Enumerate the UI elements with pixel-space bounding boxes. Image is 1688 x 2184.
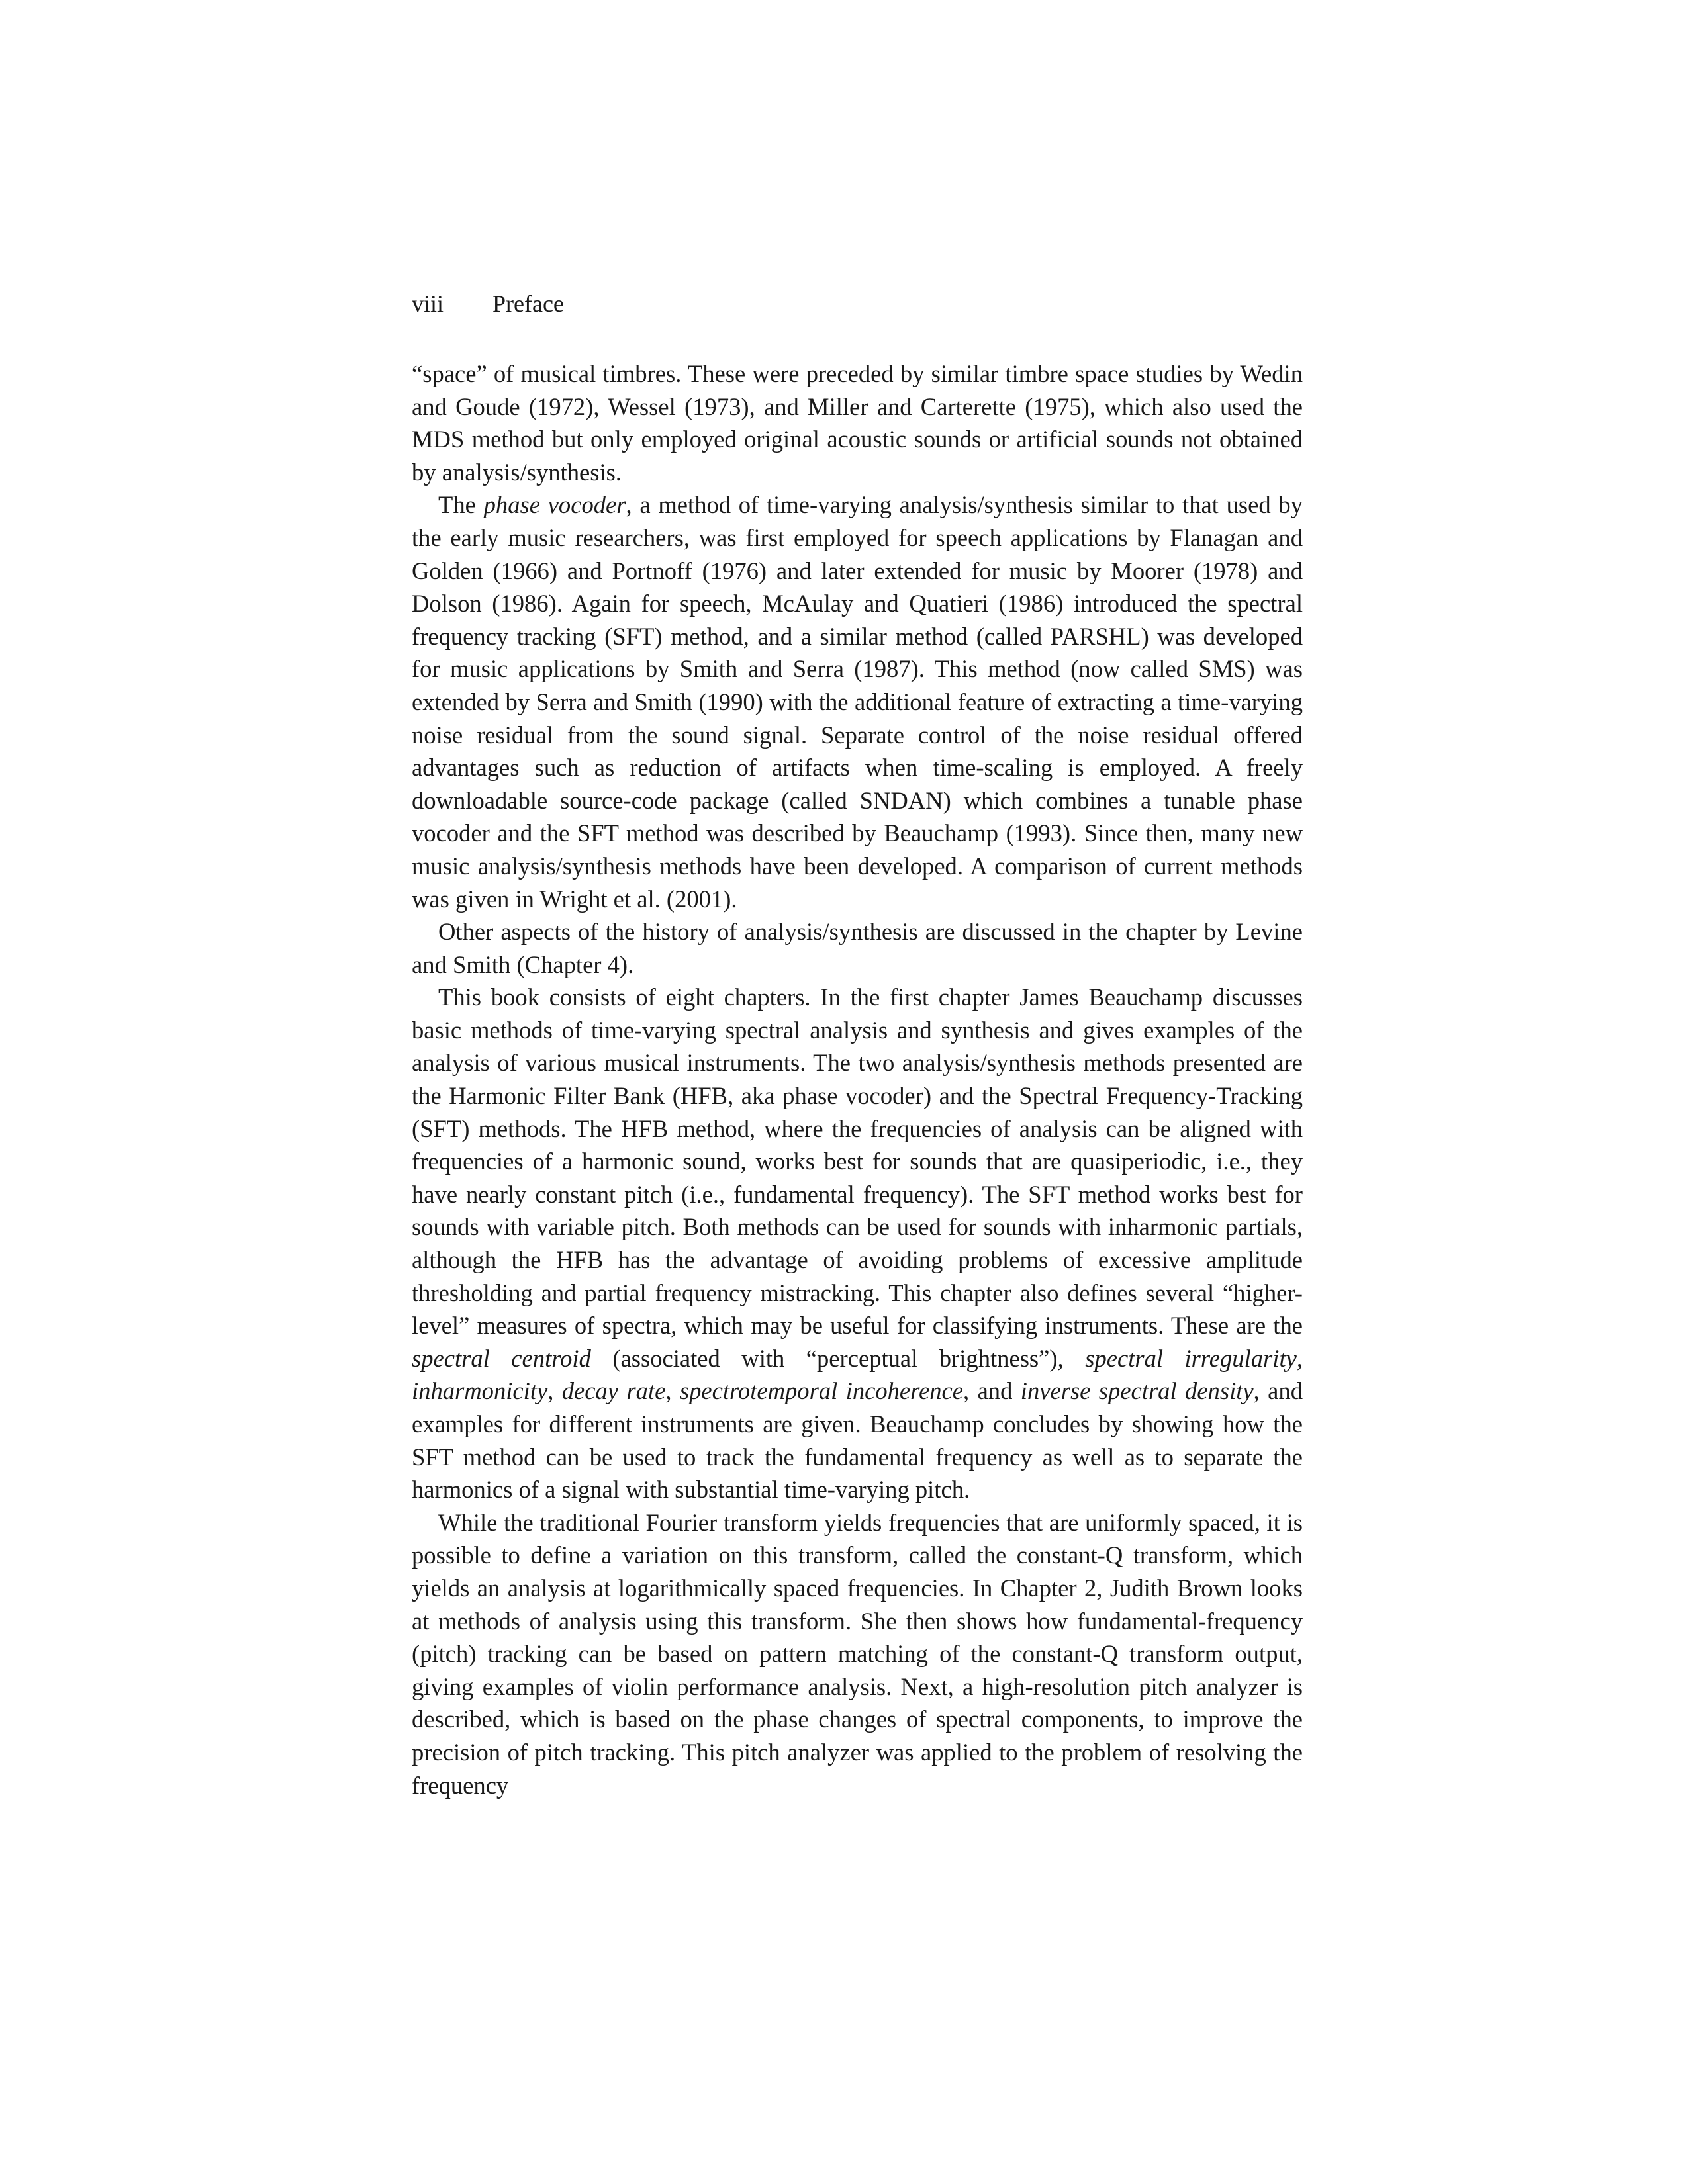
- text-run: This book consists of eight chapters. In the first chapter James Beauchamp discusses basic methods of time-varying spectral analysis and synthesis and gives examples of the analysis of various musical instruments. The two analysis/synthesis methods presented are the Harmonic Filter Bank (HFB, aka phase vocoder) and the Spectral Frequency-Tracking (SFT) methods. The HFB method, where the frequencies of analysis can be aligned with frequencies of a harmonic sound, works best for sounds that are quasiperiodic, i.e., they have nearly constant pitch (i.e., fundamental frequency). The SFT method works best for sounds with variable pitch. Both methods can be used for sounds with inharmonic partials, although the HFB has the advantage of avoiding problems of excessive amplitude thresholding and partial frequency mistracking. This chapter also defines several “higher-level” measures of spectra, which may be useful for classifying instruments. These are the: [412, 983, 1303, 1340]
- text-run: Other aspects of the history of analysis/synthesis are discussed in the chapter by Levine and Smith (Chapter 4).: [412, 918, 1303, 978]
- text-run: , a method of time-varying analysis/synthesis similar to that used by the early music researchers, was first employed for speech applications by Flanagan and Golden (1966) and Portnoff (1976) and later extended for music by Moorer (1978) and Dolson (1986). Again for speech, McAulay and Quatieri (1986) introduced the spectral frequency tracking (SFT) method, and a similar method (called PARSHL) was developed for music applications by Smith and Serra (1987). This method (now called SMS) was extended by Serra and Smith (1990) with the additional feature of extracting a time-varying noise residual from the sound signal. Separate control of the noise residual offered advantages such as reduction of artifacts when time-scaling is employed. A freely downloadable source-code package (called SNDAN) which combines a tunable phase vocoder and the SFT method was described by Beauchamp (1993). Since then, many new music analysis/synthesis methods have been developed. A comparison of current methods was given in Wright et al. (2001).: [412, 491, 1303, 913]
- text-run: ,: [665, 1377, 680, 1405]
- text-run: , and examples for different instruments are given. Beauchamp concludes by showing how the SFT method can be used to track the fundamental frequency as well as to separate the harmonics of a signal with substantial time-varying pitch.: [412, 1377, 1303, 1504]
- italic-term: decay rate: [561, 1377, 666, 1405]
- paragraph: [412, 1506, 1303, 1801]
- page-number: viii: [412, 291, 444, 317]
- body-text: [412, 357, 1303, 1801]
- italic-term: spectral centroid: [412, 1344, 591, 1372]
- paragraph: [412, 981, 1303, 1506]
- text-run: ,: [547, 1377, 562, 1405]
- italic-term: spectrotemporal incoherence: [679, 1377, 964, 1405]
- section-title: Preface: [492, 291, 564, 317]
- paragraph: [412, 357, 1303, 488]
- text-run: ,: [1296, 1344, 1303, 1372]
- italic-term: spectral irregularity: [1085, 1344, 1297, 1372]
- text-run: “space” of musical timbres. These were preceded by similar timbre space studies by Wedin and Goude (1972), Wessel (1973), and Miller and Carterette (1975), which also used the MDS method but only employed original acoustic sounds or artificial sounds not obtained by analysis/synthesis.: [412, 360, 1303, 486]
- text-run: The: [438, 491, 484, 519]
- text-run: (associated with “perceptual brightness”),: [590, 1344, 1086, 1372]
- running-head: [412, 290, 564, 318]
- italic-term: phase vocoder: [483, 491, 626, 519]
- text-run: While the traditional Fourier transform yields frequencies that are uniformly spaced, it is possible to define a variation on this transform, called the constant-Q transform, which yields an analysis at logarithmically spaced frequencies. In Chapter 2, Judith Brown looks at methods of analysis using this transform. She then shows how fundamental-frequency (pitch) tracking can be based on pattern matching of the constant-Q transform output, giving examples of violin performance analysis. Next, a high-resolution pitch analyzer is described, which is based on the phase changes of spectral components, to improve the precision of pitch tracking. This pitch analyzer was applied to the problem of resolving the frequency: [412, 1508, 1303, 1799]
- paragraph: [412, 915, 1303, 981]
- italic-term: inverse spectral density: [1020, 1377, 1254, 1405]
- italic-term: inharmonicity: [412, 1377, 548, 1405]
- text-run: , and: [963, 1377, 1021, 1405]
- paragraph: [412, 488, 1303, 915]
